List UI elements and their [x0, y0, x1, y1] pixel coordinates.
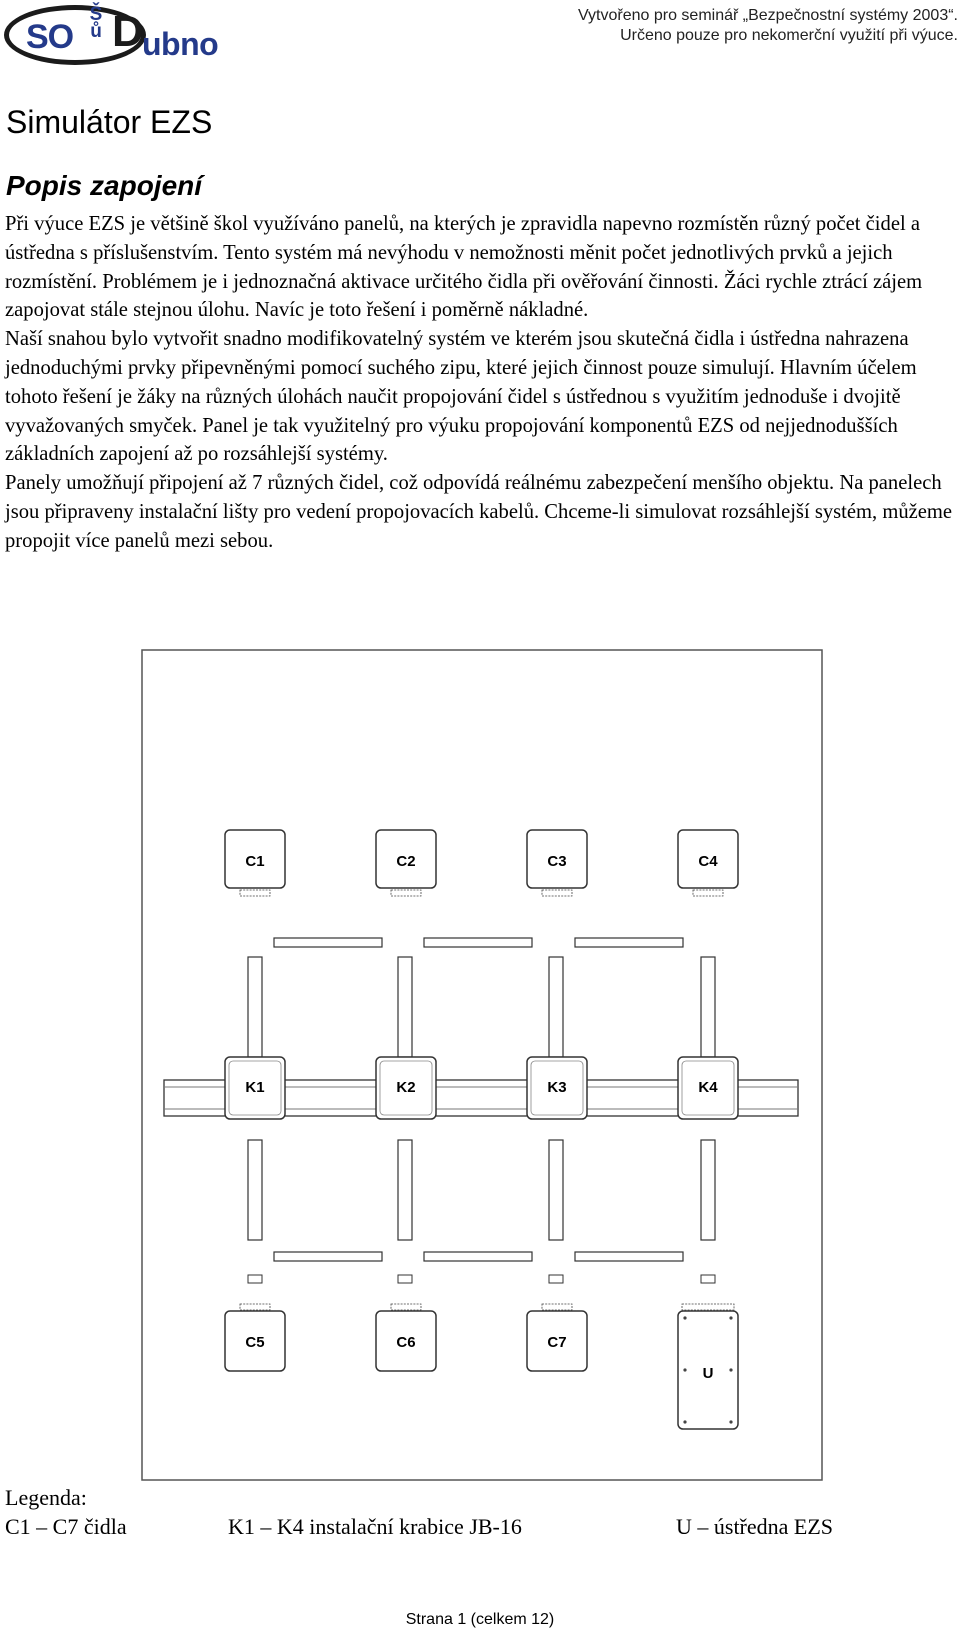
sensor-c4: [678, 830, 738, 896]
box-label: K2: [396, 1079, 416, 1096]
vertical-trunking: [398, 957, 412, 1057]
sensor-c1: [225, 830, 285, 896]
legend-item-boxes: K1 – K4 instalační krabice JB-16: [228, 1514, 522, 1539]
sensor-c7: [527, 1304, 587, 1371]
short-trunking: [575, 1252, 683, 1261]
vertical-trunking: [549, 1140, 563, 1240]
header-note-line: Určeno pouze pro nekomerční využití při výuce.: [620, 27, 958, 44]
unit-label: U: [702, 1365, 714, 1382]
page-footer: Strana 1 (celkem 12): [405, 1611, 555, 1628]
central-unit-u: [678, 1304, 738, 1429]
junction-box-k1: [225, 1057, 285, 1119]
panel-diagram: [0, 600, 960, 1500]
body-text: [5, 210, 957, 556]
vertical-trunking: [701, 957, 715, 1057]
vertical-trunking: [549, 957, 563, 1057]
logo-text-d: D: [112, 7, 144, 56]
sensor-c2: [376, 830, 436, 896]
sensor-label: C4: [698, 853, 718, 870]
section-subtitle: Popis zapojení: [6, 170, 203, 201]
page-title: Simulátor EZS: [6, 104, 213, 140]
box-label: K3: [547, 1079, 567, 1096]
sensor-c6: [376, 1304, 436, 1371]
vertical-trunking-stub: [549, 1275, 563, 1283]
sensor-label: C7: [547, 1334, 567, 1351]
sensor-label: C5: [245, 1334, 265, 1351]
short-trunking: [575, 938, 683, 947]
legend-item-unit: U – ústředna EZS: [676, 1514, 834, 1539]
header-note-line: Vytvořeno pro seminář „Bezpečnostní systémy 2003“.: [577, 7, 958, 24]
sensor-c5: [225, 1304, 285, 1371]
junction-box-k3: [527, 1057, 587, 1119]
box-label: K1: [245, 1079, 265, 1096]
short-trunking: [274, 1252, 382, 1261]
logo-text-su: Š ů: [89, 4, 103, 42]
header-note: [578, 6, 958, 46]
paragraph: Panely umožňují připojení až 7 různých čidel, což odpovídá reálnému zabezpečení menšího objektu. Na panelech jsou připraveny instalační lišty pro vedení propojovacích kabelů. Chceme-li simulovat rozsáhlejší systém, můžeme propojit více panelů mezi sebou.: [5, 472, 953, 552]
box-label: K4: [698, 1079, 718, 1096]
vertical-trunking-stub: [248, 1275, 262, 1283]
sensor-label: C1: [245, 853, 265, 870]
vertical-trunking-stub: [701, 1275, 715, 1283]
sensor-label: C6: [396, 1334, 416, 1351]
vertical-trunking: [248, 1140, 262, 1240]
sensor-c3: [527, 830, 587, 896]
vertical-trunking: [248, 957, 262, 1057]
short-trunking: [274, 938, 382, 947]
junction-box-k2: [376, 1057, 436, 1119]
vertical-trunking: [398, 1140, 412, 1240]
short-trunking: [424, 1252, 532, 1261]
junction-box-k4: [678, 1057, 738, 1119]
school-logo: [4, 2, 236, 68]
panel-diagram-svg: [0, 600, 960, 1500]
sensor-label: C2: [396, 853, 416, 870]
short-trunking: [424, 938, 532, 947]
legend-item-sensors: C1 – C7 čidla: [5, 1514, 127, 1539]
legend-heading: Legenda:: [5, 1485, 87, 1510]
vertical-trunking: [701, 1140, 715, 1240]
logo-text-ubno: ubno: [142, 26, 219, 62]
logo-text-so: SO: [26, 18, 74, 56]
vertical-trunking-stub: [398, 1275, 412, 1283]
paragraph: Při výuce EZS je většině škol využíváno panelů, na kterých je zpravidla napevno rozmístěn různý počet čidel a ústředna s příslušenstvím. Tento systém má nevýhodu v nemožnosti měnit počet jednotlivých prvků a jejich rozmístění. Problémem je i jednoznačná aktivace určitého čidla při ověřování činnosti. Žáci rychle ztrácí zájem zapojovat stále stejnou úlohu. Navíc je toto řešení i poměrně nákladné.: [5, 213, 923, 322]
paragraph: Naší snahou bylo vytvořit snadno modifikovatelný systém ve kterém jsou skutečná čidla i ústředna nahrazena jednoduchými prvky připevněnými pomocí suchého zipu, které jejich činnost pouze simulují. Hlavním účelem tohoto řešení je žáky na různých úlohách naučit propojování čidel s ústřednou s využitím jednoduše i dvojitě vyvažovaných smyček. Panel je tak využitelný pro výuku propojování komponentů EZS od nejjednodušších základních zapojení až po rozsáhlejší systémy.: [5, 328, 917, 466]
sensor-label: C3: [547, 853, 567, 870]
